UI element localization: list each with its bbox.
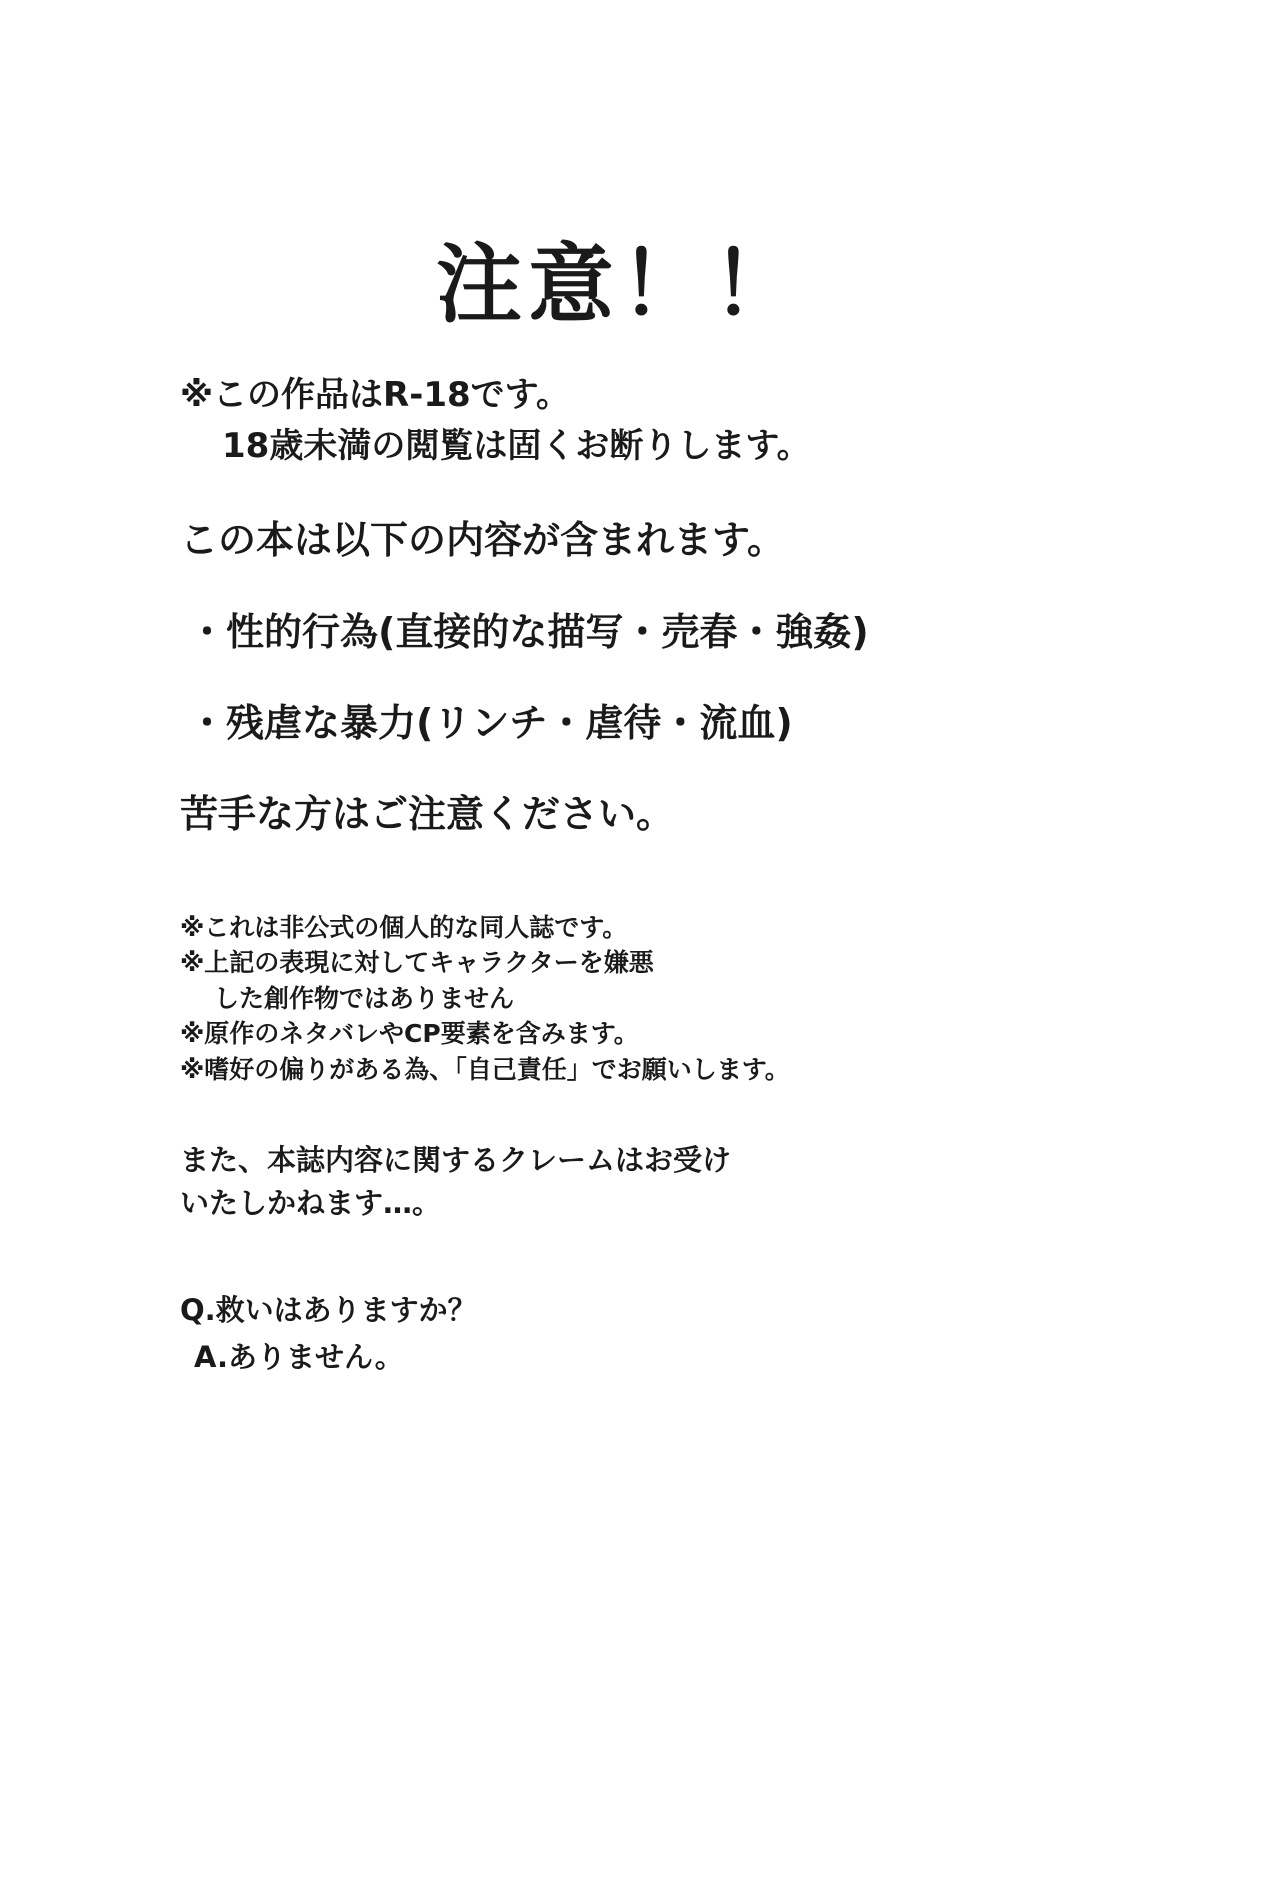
claim-disclaimer xyxy=(180,1139,1120,1225)
disclaimer-note-1: ※これは非公式の個人的な同人誌です。 xyxy=(180,912,628,942)
disclaimer-note-2-cont: した創作物ではありません xyxy=(214,983,515,1013)
disclaimer-note-4: ※嗜好の偏りがある為、「自己責任」でお願いします。 xyxy=(180,1054,790,1084)
notice-content xyxy=(180,235,1120,1380)
qa-answer: A.ありません。 xyxy=(194,1339,404,1374)
content-lead-text: この本は以下の内容が含まれます。 xyxy=(180,518,785,563)
age-restriction-notice xyxy=(180,370,1120,472)
page-title: 注意！！ xyxy=(436,235,804,335)
disclaimer-note-3: ※原作のネタバレやCP要素を含みます。 xyxy=(180,1019,639,1049)
disclaimer-notes xyxy=(180,910,1120,1088)
claim-line-2: いたしかねます…。 xyxy=(180,1186,442,1221)
content-bullet-sexual: ・性的行為(直接的な描写・売春・強姦) xyxy=(188,609,869,654)
disclaimer-note-2: ※上記の表現に対してキャラクターを嫌悪 xyxy=(180,948,654,978)
age-restriction-line-1: ※この作品はR-18です。 xyxy=(180,375,570,416)
claim-line-1: また、本誌内容に関するクレームはお受け xyxy=(180,1143,732,1178)
qa-question: Q.救いはありますか？ xyxy=(180,1293,477,1328)
age-restriction-line-2: 18歳未満の閲覧は固くお断りします。 xyxy=(222,426,811,467)
qa-block xyxy=(180,1287,1120,1380)
content-bullet-violence: ・残虐な暴力(リンチ・虐待・流血) xyxy=(188,701,793,746)
content-closing-text: 苦手な方はご注意ください。 xyxy=(180,792,675,837)
